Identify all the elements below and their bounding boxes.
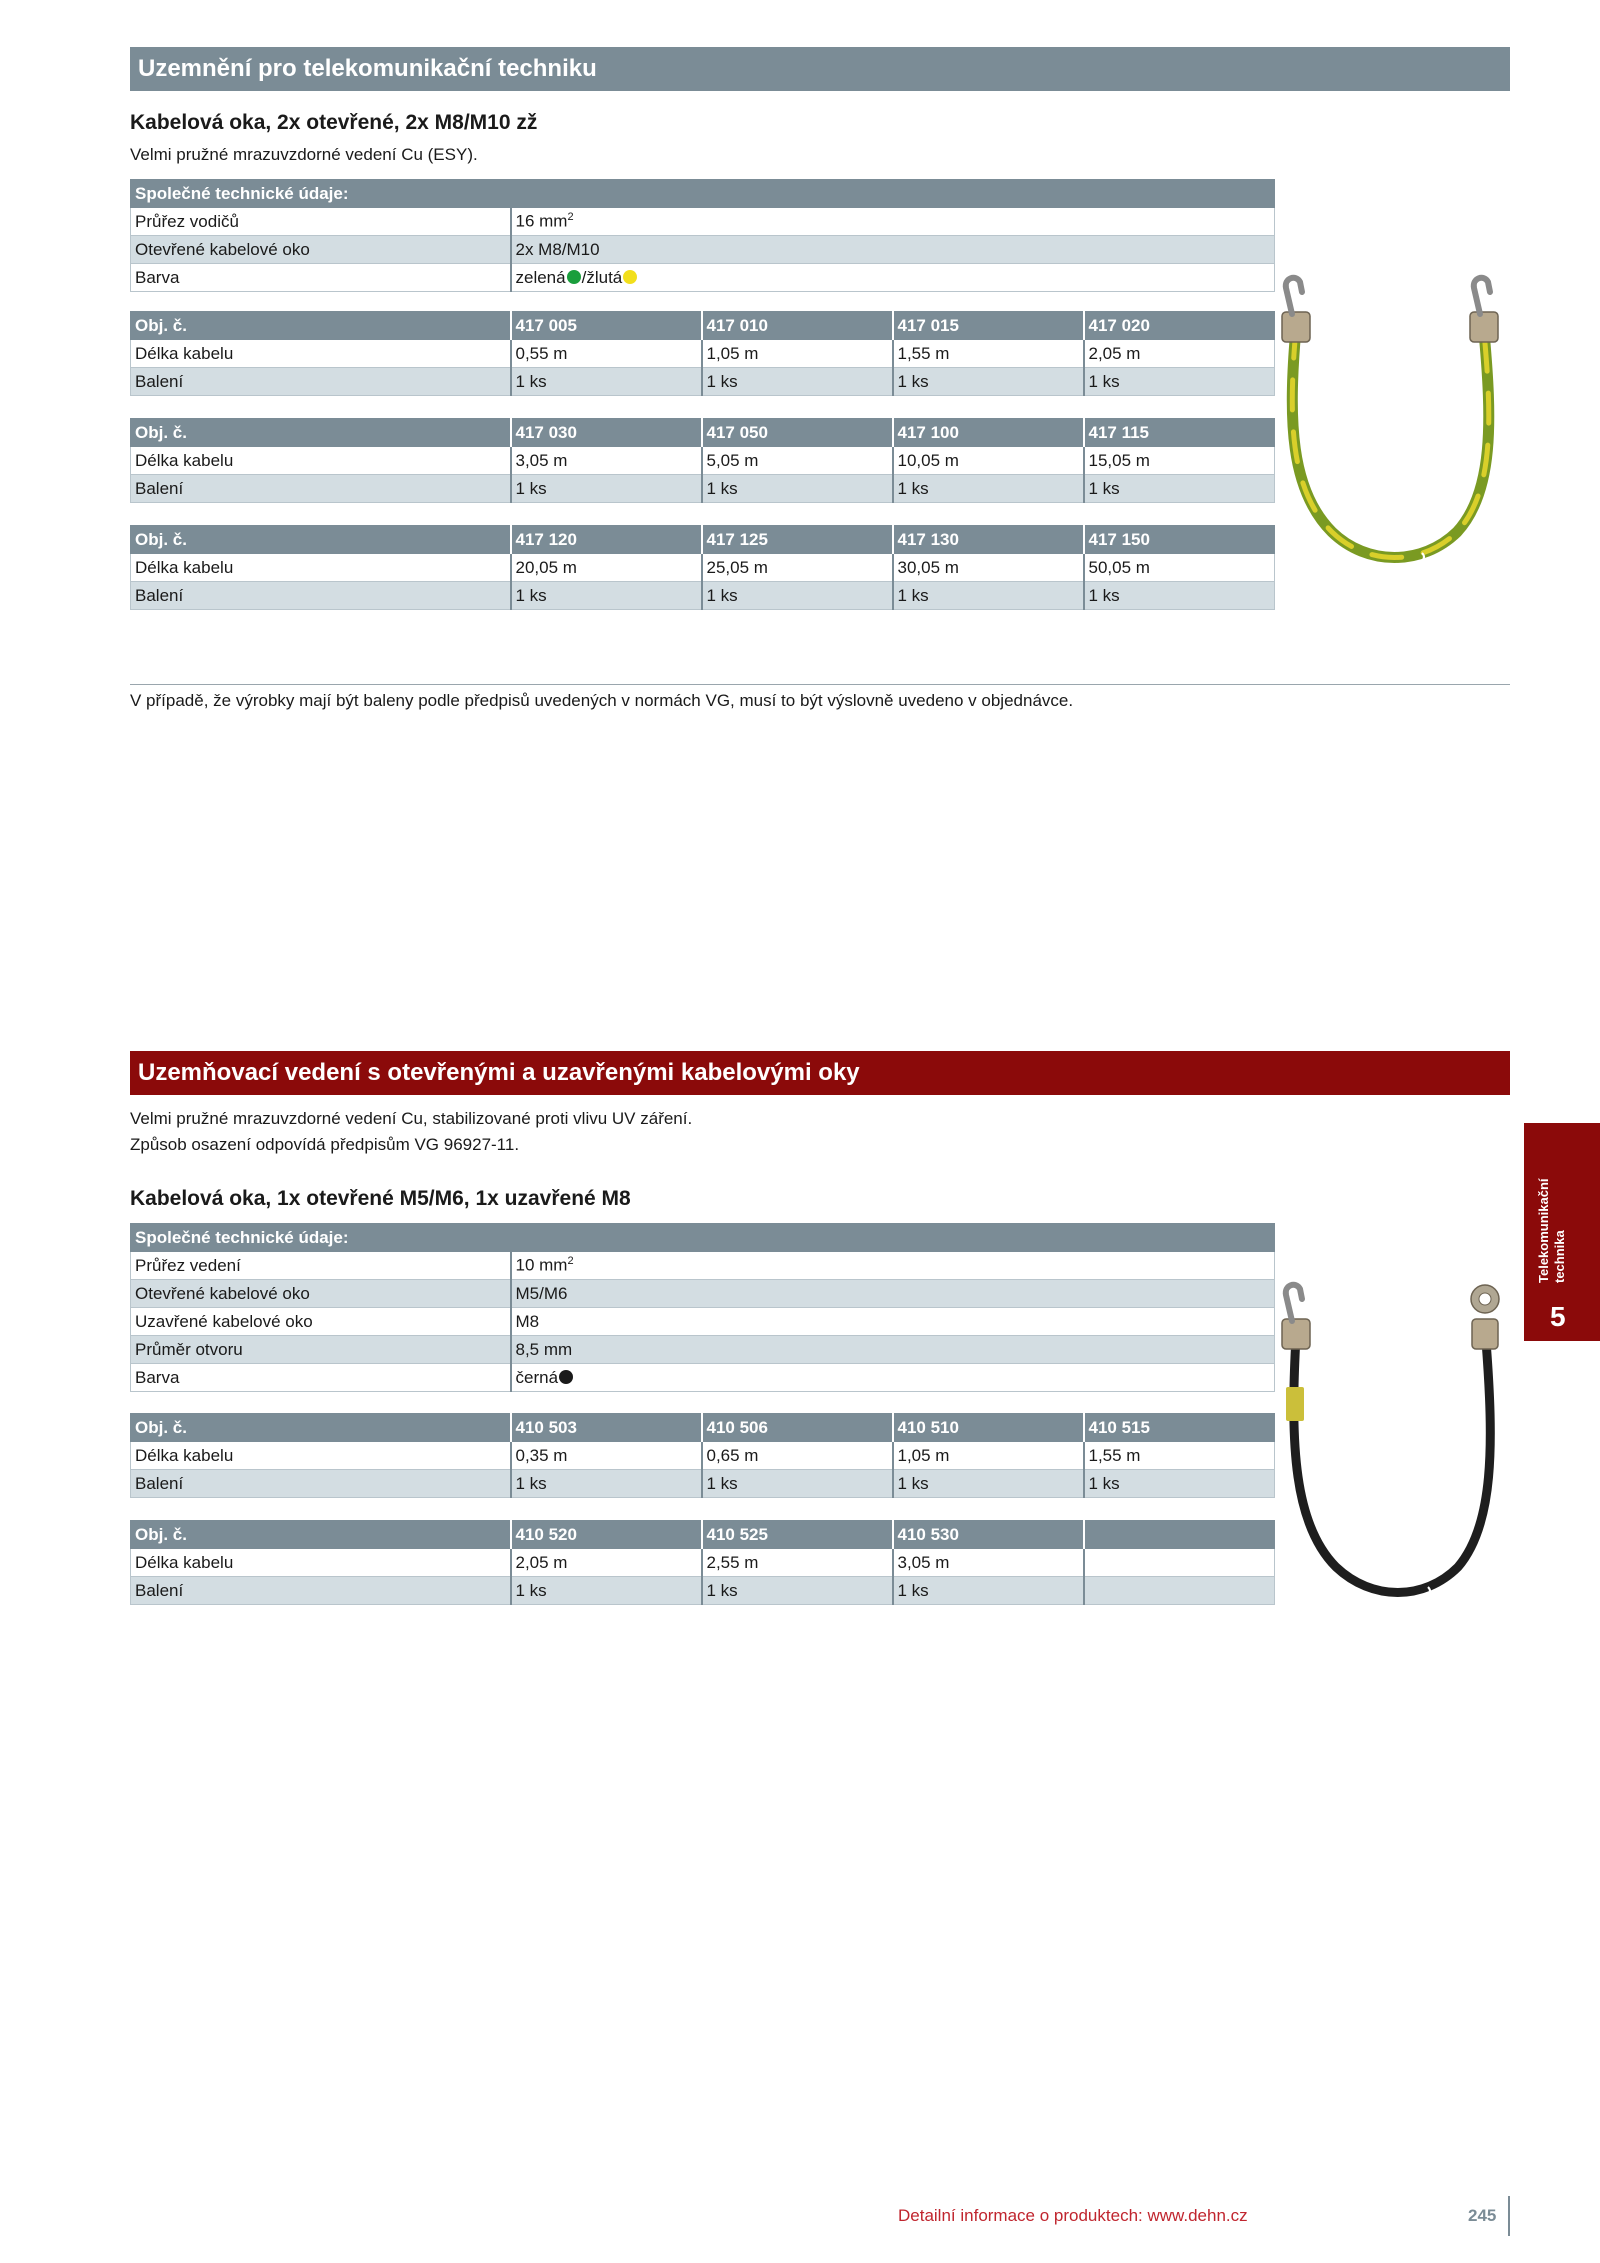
- order-number: 410 530: [893, 1521, 1084, 1549]
- spec-value: zelená /žlutá: [511, 264, 1275, 292]
- packaging-label: Balení: [131, 475, 511, 503]
- spec-label: Průměr otvoru: [131, 1336, 511, 1364]
- common-specs-table: [130, 1223, 1275, 1392]
- spec-label: Uzavřené kabelové oko: [131, 1308, 511, 1336]
- chapter-number: 5: [1550, 1301, 1566, 1332]
- packaging-value: 1 ks: [511, 1470, 702, 1498]
- length-value: 50,05 m: [1084, 554, 1275, 582]
- packaging-value: 1 ks: [511, 1577, 702, 1605]
- chapter-tab[interactable]: [1524, 1123, 1600, 1341]
- spec-value: M8: [511, 1308, 1275, 1336]
- packaging-value: 1 ks: [702, 582, 893, 610]
- order-table: [130, 311, 1275, 396]
- order-number: 410 510: [893, 1414, 1084, 1442]
- length-value: 1,05 m: [893, 1442, 1084, 1470]
- order-number: 410 515: [1084, 1414, 1275, 1442]
- order-number: 417 010: [702, 312, 893, 340]
- packaging-value: [1084, 1577, 1275, 1605]
- green-dot-icon: [567, 270, 581, 284]
- order-number: 417 130: [893, 526, 1084, 554]
- packaging-value: 1 ks: [893, 582, 1084, 610]
- length-value: 20,05 m: [511, 554, 702, 582]
- packaging-value: 1 ks: [511, 582, 702, 610]
- common-specs-header: Společné technické údaje:: [131, 180, 1275, 208]
- length-value: 0,35 m: [511, 1442, 702, 1470]
- common-specs-header: Společné technické údaje:: [131, 1224, 1275, 1252]
- spec-label: Barva: [131, 264, 511, 292]
- length-value: 5,05 m: [702, 447, 893, 475]
- order-number: 410 503: [511, 1414, 702, 1442]
- black-dot-icon: [559, 1370, 573, 1384]
- length-value: 1,55 m: [1084, 1442, 1275, 1470]
- order-number-label: Obj. č.: [131, 1414, 511, 1442]
- order-number: 417 005: [511, 312, 702, 340]
- spec-value: M5/M6: [511, 1280, 1275, 1308]
- length-value: 2,05 m: [511, 1549, 702, 1577]
- packaging-value: 1 ks: [1084, 475, 1275, 503]
- chapter-tab-label: Telekomunikační technika: [1536, 1178, 1567, 1283]
- order-number: 417 120: [511, 526, 702, 554]
- section-title: Uzemňovací vedení s otevřenými a uzavřenými kabelovými oky: [130, 1051, 1510, 1095]
- product-title: Kabelová oka, 1x otevřené M5/M6, 1x uzavřené M8: [130, 1187, 631, 1210]
- length-value: 1,05 m: [702, 340, 893, 368]
- order-number: 410 525: [702, 1521, 893, 1549]
- vg-note: V případě, že výrobky mají být baleny podle předpisů uvedených v normách VG, musí to být výslovně uvedeno v objednávce.: [130, 691, 1074, 710]
- order-number-label: Obj. č.: [131, 419, 511, 447]
- common-specs-table: [130, 179, 1275, 292]
- length-value: 2,05 m: [1084, 340, 1275, 368]
- order-number: 417 050: [702, 419, 893, 447]
- footer-website-link[interactable]: Detailní informace o produktech: www.dehn.cz: [898, 2206, 1248, 2225]
- order-number-label: Obj. č.: [131, 526, 511, 554]
- length-label: Délka kabelu: [131, 554, 511, 582]
- page-number: 245: [1468, 2206, 1497, 2225]
- length-value: [1084, 1549, 1275, 1577]
- yellow-dot-icon: [623, 270, 637, 284]
- spec-label: Průřez vodičů: [131, 208, 511, 236]
- length-label: Délka kabelu: [131, 1442, 511, 1470]
- length-label: Délka kabelu: [131, 447, 511, 475]
- order-number: 417 150: [1084, 526, 1275, 554]
- packaging-label: Balení: [131, 1470, 511, 1498]
- packaging-value: 1 ks: [702, 1470, 893, 1498]
- packaging-value: 1 ks: [893, 1470, 1084, 1498]
- length-value: 10,05 m: [893, 447, 1084, 475]
- product-title: Kabelová oka, 2x otevřené, 2x M8/M10 zž: [130, 111, 538, 134]
- packaging-value: 1 ks: [702, 1577, 893, 1605]
- length-value: 15,05 m: [1084, 447, 1275, 475]
- length-value: 3,05 m: [511, 447, 702, 475]
- packaging-value: 1 ks: [702, 368, 893, 396]
- length-value: 0,55 m: [511, 340, 702, 368]
- packaging-value: 1 ks: [1084, 582, 1275, 610]
- spec-label: Průřez vedení: [131, 1252, 511, 1280]
- spec-value: 10 $mm^2$: [511, 1252, 1275, 1280]
- length-value: 0,65 m: [702, 1442, 893, 1470]
- section-title: Uzemnění pro telekomunikační techniku: [130, 47, 1510, 91]
- order-number-label: Obj. č.: [131, 312, 511, 340]
- spec-label: Barva: [131, 1364, 511, 1392]
- spec-value: černá: [511, 1364, 1275, 1392]
- length-value: 1,55 m: [893, 340, 1084, 368]
- product-description: Způsob osazení odpovídá předpisům VG 96927-11.: [130, 1135, 520, 1154]
- spec-value: 2x M8/M10: [511, 236, 1275, 264]
- cable-green-yellow-image: [1272, 270, 1512, 590]
- order-number: 417 020: [1084, 312, 1275, 340]
- spec-value: 8,5 mm: [511, 1336, 1275, 1364]
- packaging-value: 1 ks: [1084, 368, 1275, 396]
- spec-label: Otevřené kabelové oko: [131, 1280, 511, 1308]
- order-number: 417 015: [893, 312, 1084, 340]
- order-table: [130, 418, 1275, 503]
- length-label: Délka kabelu: [131, 340, 511, 368]
- order-number: 417 125: [702, 526, 893, 554]
- order-number: 410 506: [702, 1414, 893, 1442]
- packaging-value: 1 ks: [702, 475, 893, 503]
- order-number: 417 115: [1084, 419, 1275, 447]
- packaging-label: Balení: [131, 1577, 511, 1605]
- length-value: 25,05 m: [702, 554, 893, 582]
- length-value: 3,05 m: [893, 1549, 1084, 1577]
- order-number: 417 030: [511, 419, 702, 447]
- length-value: 2,55 m: [702, 1549, 893, 1577]
- page-number-divider: [1508, 2196, 1510, 2236]
- length-label: Délka kabelu: [131, 1549, 511, 1577]
- length-value: 30,05 m: [893, 554, 1084, 582]
- packaging-value: 1 ks: [511, 368, 702, 396]
- order-number: 417 100: [893, 419, 1084, 447]
- order-table: [130, 1520, 1275, 1605]
- packaging-value: 1 ks: [893, 1577, 1084, 1605]
- spec-value: 16 $mm^2$: [511, 208, 1275, 236]
- order-number: [1084, 1521, 1275, 1549]
- product-description: Velmi pružné mrazuvzdorné vedení Cu (ESY).: [130, 145, 478, 164]
- packaging-value: 1 ks: [893, 475, 1084, 503]
- packaging-label: Balení: [131, 368, 511, 396]
- order-table: [130, 1413, 1275, 1498]
- packaging-value: 1 ks: [893, 368, 1084, 396]
- packaging-value: 1 ks: [511, 475, 702, 503]
- divider: [130, 684, 1510, 685]
- order-number: 410 520: [511, 1521, 702, 1549]
- cable-black-image: [1272, 1275, 1512, 1615]
- packaging-label: Balení: [131, 582, 511, 610]
- order-number-label: Obj. č.: [131, 1521, 511, 1549]
- spec-label: Otevřené kabelové oko: [131, 236, 511, 264]
- order-table: [130, 525, 1275, 610]
- packaging-value: 1 ks: [1084, 1470, 1275, 1498]
- product-description: Velmi pružné mrazuvzdorné vedení Cu, stabilizované proti vlivu UV záření.: [130, 1109, 693, 1128]
